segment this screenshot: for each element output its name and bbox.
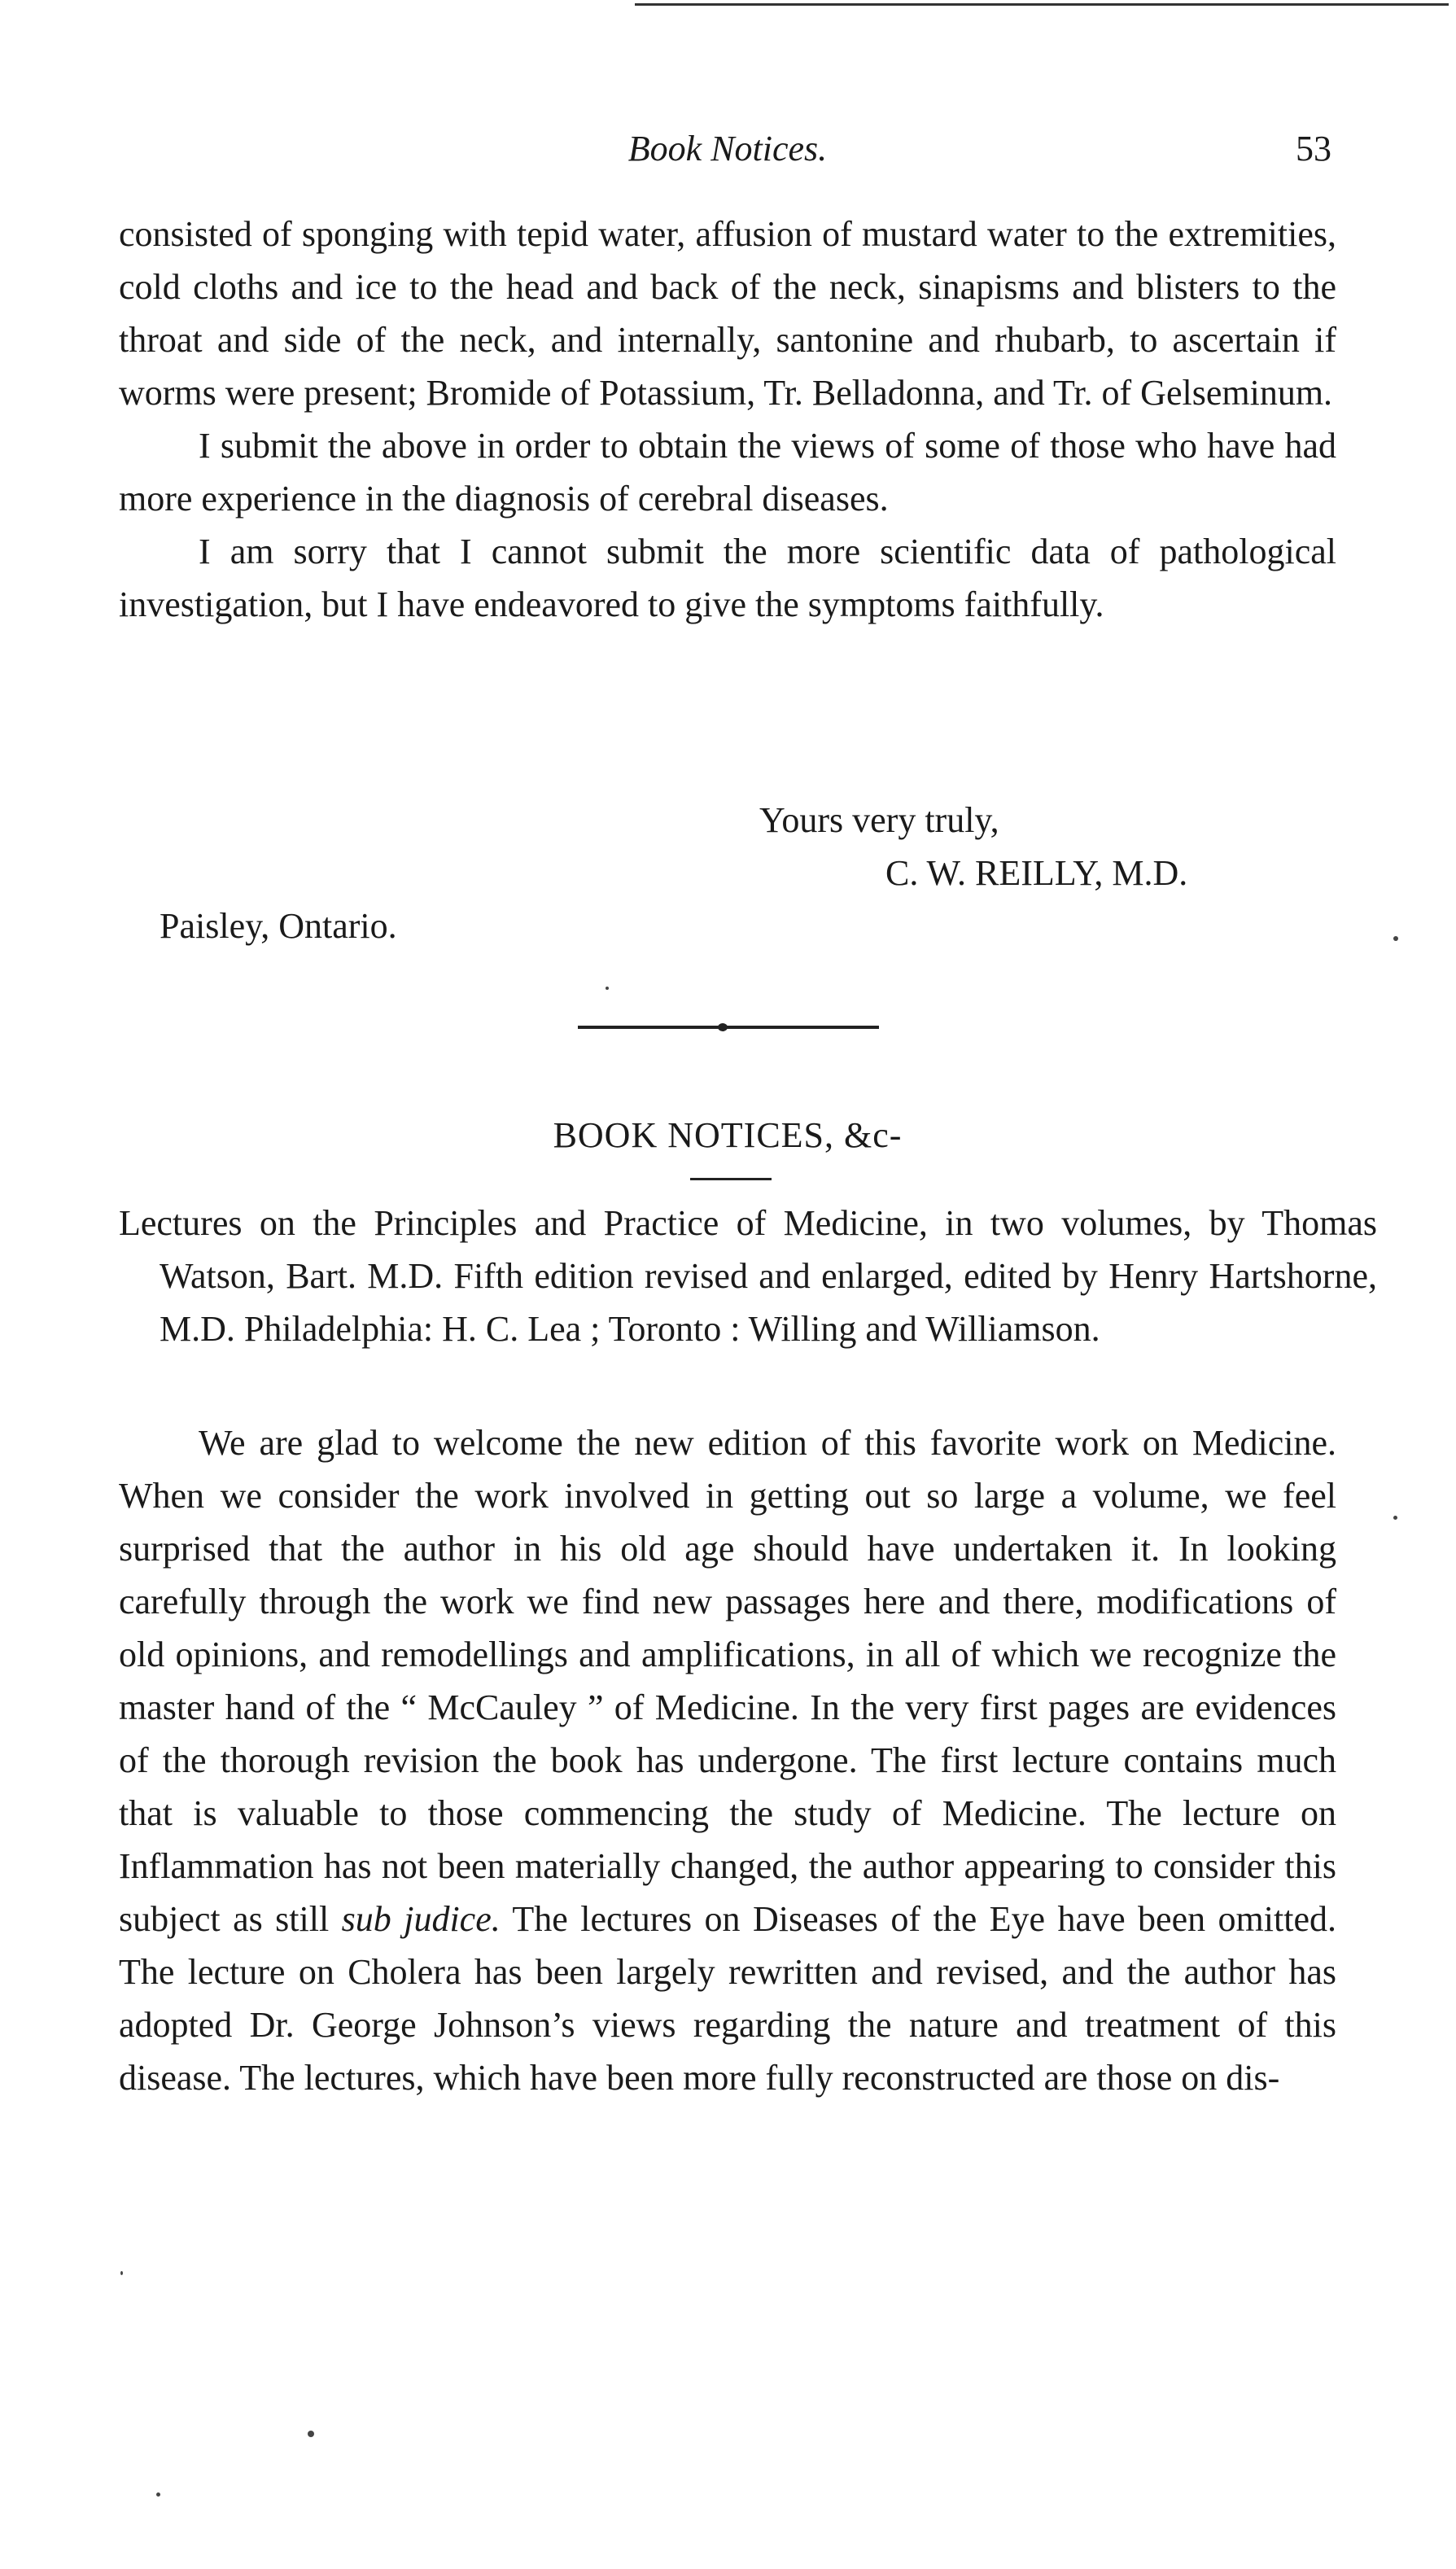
letter-signature: C. W. REILLY, M.D. [885, 853, 1188, 893]
letter-continuation-paragraph: consisted of sponging with tepid water, affusion of mustard water to the extremities, cold cloths and ice to the head and back of the neck, sinapisms and blisters to the throat and side of the neck, and internally, santonine and rhubarb, to ascertain if worms were present; Bromide of Potassium, Tr. Belladonna, and Tr. of Gelseminum. [119, 214, 1336, 413]
print-speck [1393, 1516, 1397, 1520]
letter-signoff [119, 794, 1336, 956]
review-text-before-italic: We are glad to welcome the new edition of this favorite work on Medicine. When we consider the work involved in getting out so large a volume, we feel surprised that the author in his old age should have undertaken it. In looking carefully through the work we find new passages here and there, modifications of old opinions, and remodellings and amplifications, in all of which we recognize the master hand of the “ McCauley ” of Medicine. In the very first pages are evidences of the thorough revision the book has undergone. The first lecture contains much that is valuable to those commencing the study of Medicine. The lecture on Inflammation has not been materially changed, the author appearing to consider this subject as still [119, 1423, 1336, 1939]
print-speck [156, 2492, 160, 2497]
print-speck [120, 2271, 123, 2275]
print-speck [1393, 936, 1398, 941]
review-text-after-italic: The lectures on Diseases of the Eye have been omitted. The lecture on Cholera has been largely rewritten and revised, and the author has adopted Dr. George Johnson’s views regarding the nature and treatment of this disease. The lectures, which have been more fully reconstructed are those on dis- [119, 1899, 1336, 2098]
letter-paragraph-3: I am sorry that I cannot submit the more scientific data of pathological investigation, but I have endeavored to give the symptoms faithfully. [119, 532, 1336, 624]
letter-paragraph-2: I submit the above in order to obtain the views of some of those who have had more experience in the diagnosis of cerebral diseases. [119, 426, 1336, 519]
heading-underline-rule [690, 1178, 772, 1180]
book-reference: Lectures on the Principles and Practice of Medicine, in two volumes, by Thomas Watson, Bart. M.D. Fifth edition revised and enlarged, edited by Henry Hartshorne, M.D. Philadelphia: H. C. Lea ; Toronto : Willing and Williamson. [119, 1203, 1377, 1349]
running-title: Book Notices. [627, 129, 828, 168]
running-head [119, 122, 1336, 175]
book-review [119, 1416, 1336, 2104]
print-speck [606, 987, 609, 990]
letter-body [119, 208, 1336, 631]
review-italic-phrase: sub judice. [341, 1899, 501, 1939]
section-heading: BOOK NOTICES, &c- [553, 1115, 903, 1155]
letter-closing: Yours very truly, [759, 800, 999, 840]
page-number: 53 [1296, 129, 1331, 168]
section-separator-rule [578, 1026, 879, 1029]
review-paragraph [119, 1416, 1336, 2104]
top-border-rule [635, 3, 1449, 6]
print-speck [308, 2431, 314, 2437]
letter-place: Paisley, Ontario. [160, 906, 397, 946]
